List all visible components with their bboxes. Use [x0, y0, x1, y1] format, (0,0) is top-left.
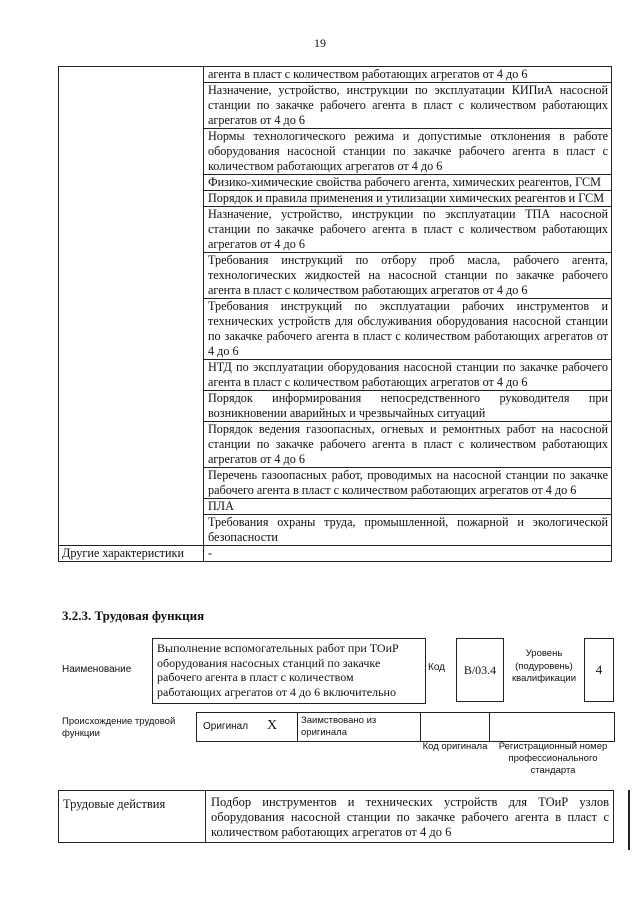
original-mark: X [267, 718, 278, 733]
code-original-cell [420, 712, 490, 742]
qualification-level-label: Уровень (подуровень) квалификации [511, 648, 577, 684]
labor-actions-value: Подбор инструментов и технических устройств для ТОиР узлов оборудования насосной станции по закачке рабочего агента в пласт с количеством работающих агрегатов от 4 до 6 [206, 791, 614, 843]
requirement-item: ПЛА [204, 499, 612, 515]
requirement-item: Назначение, устройство, инструкции по эксплуатации КИПиА насосной станции по закачке рабочего агента в пласт с количеством работающих агрегатов от 4 до 6 [204, 83, 612, 129]
page-number: 19 [314, 36, 326, 50]
qualification-level: 4 [584, 638, 614, 702]
requirement-item: Порядок информирования непосредственного руководителя при возникновении аварийных и чрезвычайных ситуаций [204, 391, 612, 422]
table-row [59, 67, 612, 83]
requirements-label-cell [59, 67, 204, 546]
requirement-item: агента в пласт с количеством работающих агрегатов от 4 до 6 [204, 67, 612, 83]
origin-label: Происхождение трудовой функции [62, 716, 176, 739]
requirement-item: НТД по эксплуатации оборудования насосной станции по закачке рабочего агента в пласт с количеством работающих агрегатов от 4 до 6 [204, 360, 612, 391]
requirement-item: Назначение, устройство, инструкции по эксплуатации ТПА насосной станции по закачке рабочего агента в пласт с количеством работающих агрегатов от 4 до 6 [204, 207, 612, 253]
requirement-item: Требования инструкций по эксплуатации рабочих инструментов и технических устройств для обслуживания оборудования насосной станции по закачке рабочего агента в пласт с количеством работающих агрегатов от 4 до 6 [204, 299, 612, 360]
requirements-table [58, 66, 612, 562]
section-title: 3.2.3. Трудовая функция [62, 608, 205, 623]
requirement-item: Требования инструкций по отбору проб масла, рабочего агента, технологических жидкостей на насосной станции по закачке рабочего агента в пласт с количеством работающих агрегатов от 4 до 6 [204, 253, 612, 299]
other-characteristics-label: Другие характеристики [59, 546, 204, 562]
requirement-item: Перечень газоопасных работ, проводимых на насосной станции по закачке рабочего агента в пласт с количеством работающих агрегатов от 4 до 6 [204, 468, 612, 499]
function-code: B/03.4 [456, 638, 504, 702]
reg-number-cell [489, 712, 615, 742]
table-row [59, 791, 614, 843]
requirement-item: Требования охраны труда, промышленной, пожарной и экологической безопасности [204, 515, 612, 546]
code-original-label: Код оригинала [422, 741, 488, 752]
borrowed-cell [297, 712, 421, 742]
requirement-item: Физико-химические свойства рабочего агента, химических реагентов, ГСМ [204, 175, 612, 191]
labor-actions-label: Трудовые действия [59, 791, 206, 843]
name-label: Наименование [62, 664, 132, 675]
function-name: Выполнение вспомогательных работ при ТОиР оборудования насосных станций по закачке рабочего агента в пласт с количеством работающих агрегатов от 4 до 6 включительно [152, 638, 426, 704]
requirement-item: Нормы технологического режима и допустимые отклонения в работе оборудования насосной станции по закачке рабочего агента в пласт с количеством работающих агрегатов от 4 до 6 [204, 129, 612, 175]
table-row [59, 546, 612, 562]
reg-number-label: Регистрационный номер профессионального стандарта [498, 741, 608, 776]
labor-actions-table [58, 790, 614, 843]
code-label: Код [428, 662, 446, 673]
borrowed-label: Заимствовано из оригинала [301, 715, 377, 738]
other-characteristics-value: - [204, 546, 612, 562]
requirement-item: Порядок и правила применения и утилизации химических реагентов и ГСМ [204, 191, 612, 207]
original-cell [196, 712, 298, 742]
requirement-item: Порядок ведения газоопасных, огневых и ремонтных работ на насосной станции по закачке рабочего агента в пласт с количеством работающих агрегатов от 4 до 6 [204, 422, 612, 468]
original-label: Оригинал [203, 721, 249, 732]
scan-edge-line [628, 790, 630, 850]
